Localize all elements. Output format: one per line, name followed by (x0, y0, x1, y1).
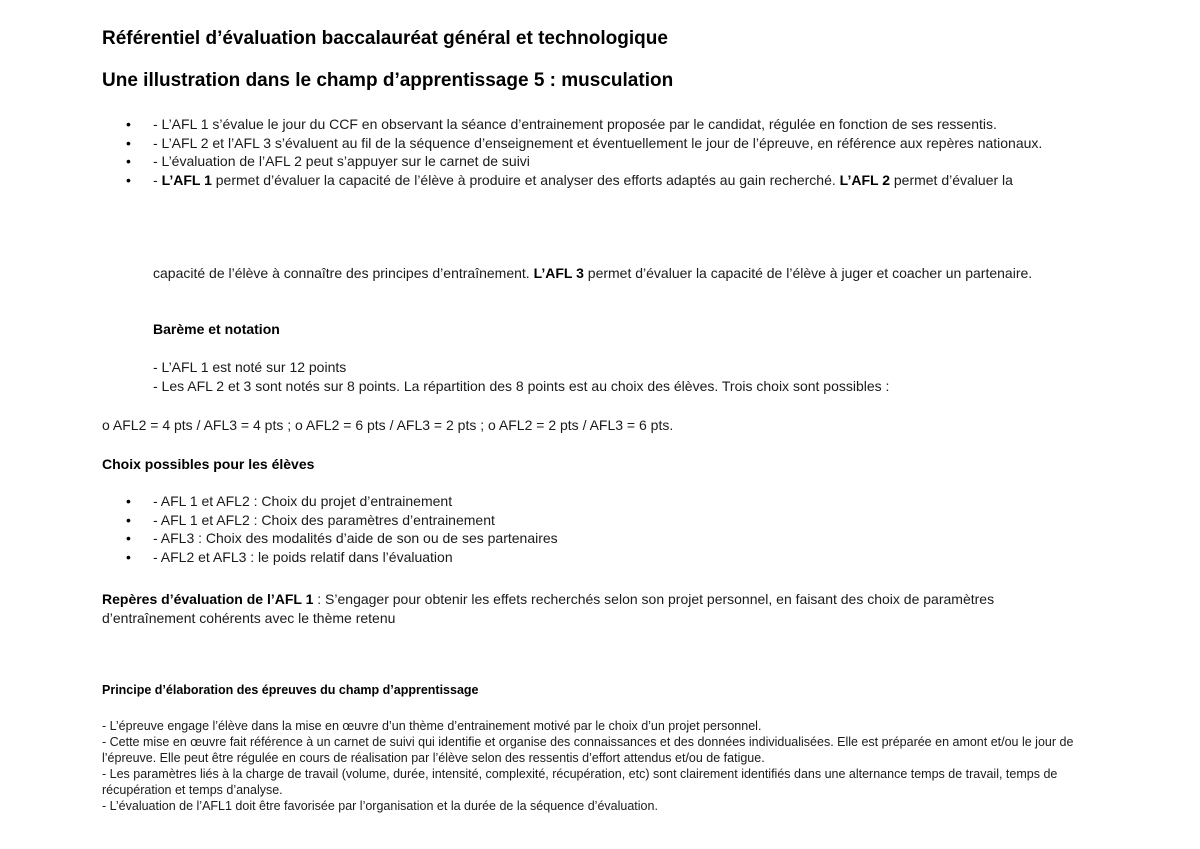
bullet-icon: • (126, 134, 131, 151)
list-item (0, 134, 1090, 153)
bullet-icon: • (126, 511, 131, 528)
list-item-text: - L’évaluation de l’AFL 2 peut s’appuyer sur le carnet de suivi (153, 153, 530, 169)
list-item-prefix: - (153, 171, 162, 188)
afl2-label: L’AFL 2 (839, 171, 890, 188)
bullet-icon: • (126, 171, 131, 188)
list-item-text: - AFL 1 et AFL2 : Choix du projet d’entrainement (153, 493, 453, 509)
list-item-text: - L’AFL 1 s’évalue le jour du CCF en observant la séance d’entrainement proposée par le candidat, régulée en fonction de ses ressentis. (153, 116, 997, 132)
bullet-icon: • (126, 548, 131, 565)
list-item-text: permet d’évaluer la capacité de l’élève à produire et analyser des efforts adaptés au gain recherché. (211, 171, 840, 188)
list-item-text: - AFL3 : Choix des modalités d’aide de son ou de ses partenaires (153, 530, 558, 546)
list-item (0, 115, 1090, 134)
principe-line: - Les paramètres liés à la charge de travail (volume, durée, intensité, complexité, récupération, etc) sont clairement identifiés dans une alternance temps de travail, temps de récupération et temps d’analyse. (102, 767, 1058, 797)
document-title: Référentiel d’évaluation baccalauréat général et technologique (102, 28, 668, 49)
bullet-icon: • (126, 153, 131, 169)
principe-block (102, 718, 1092, 814)
bullet-icon: • (126, 493, 131, 509)
list-item (0, 511, 1000, 530)
bullet-icon: • (126, 530, 131, 546)
afl3-paragraph (153, 264, 1083, 283)
bareme-line: - Les AFL 2 et 3 sont notés sur 8 points. La répartition des 8 points est au choix des élèves. Trois choix sont possibles : (153, 378, 890, 394)
document-subtitle: Une illustration dans le champ d’apprentissage 5 : musculation (102, 70, 674, 91)
list-item-text: - AFL 1 et AFL2 : Choix des paramètres d’entrainement (153, 511, 495, 528)
list-item (0, 152, 1090, 171)
reperes-paragraph (102, 590, 1062, 627)
list-item-text: - L’AFL 2 et l’AFL 3 s’évaluent au fil de la séquence d’enseignement et éventuellement le jour de l’épreuve, en référence aux repères nationaux. (153, 134, 1043, 151)
afl-bullet-list (0, 115, 1090, 189)
list-item (0, 171, 1090, 190)
list-item-text: - AFL2 et AFL3 : le poids relatif dans l’évaluation (153, 548, 453, 565)
list-item (0, 492, 1000, 511)
bullet-icon: • (126, 116, 131, 132)
principe-line: - L’évaluation de l’AFL1 doit être favorisée par l’organisation et la durée de la séquence d’évaluation. (102, 799, 658, 813)
choix-bullet-list (0, 492, 1000, 566)
choix-heading: Choix possibles pour les élèves (102, 456, 315, 472)
bareme-line: - L’AFL 1 est noté sur 12 points (153, 359, 347, 375)
list-item (0, 529, 1000, 548)
options-line: o AFL2 = 4 pts / AFL3 = 4 pts ; o AFL2 = 6 pts / AFL3 = 2 pts ; o AFL2 = 2 pts / AFL3 = 6 pts. (102, 417, 674, 433)
list-item-text: permet d’évaluer la (889, 171, 1013, 188)
reperes-label: Repères d’évaluation de l’AFL 1 (102, 591, 314, 607)
afl3-label: L’AFL 3 (533, 265, 584, 281)
paragraph-text: : S’engager pour obtenir les effets recherchés selon son projet personnel, en faisant des choix de paramètres d’entraînement cohérents avec le thème retenu (102, 591, 995, 626)
principe-line: - L’épreuve engage l’élève dans la mise en œuvre d’un thème d’entrainement motivé par le choix d’un projet personnel. (102, 719, 762, 733)
list-item (0, 548, 1000, 567)
afl1-label: L’AFL 1 (161, 171, 212, 188)
paragraph-text: capacité de l’élève à connaître des principes d’entraînement. (153, 265, 534, 281)
paragraph-text: permet d’évaluer la capacité de l’élève à juger et coacher un partenaire. (583, 265, 1033, 281)
principe-line: - Cette mise en œuvre fait référence à un carnet de suivi qui identifie et organise des connaissances et des données individualisées. Elle est préparée en amont et/ou le jour de l’épreuve. Elle peut être régulée en cours de réalisation par l’élève selon des ressentis d’effort attendus et/ou de fatigue. (102, 735, 1074, 765)
principe-heading: Principe d’élaboration des épreuves du champ d’apprentissage (102, 683, 479, 697)
bareme-heading: Barème et notation (153, 321, 280, 337)
